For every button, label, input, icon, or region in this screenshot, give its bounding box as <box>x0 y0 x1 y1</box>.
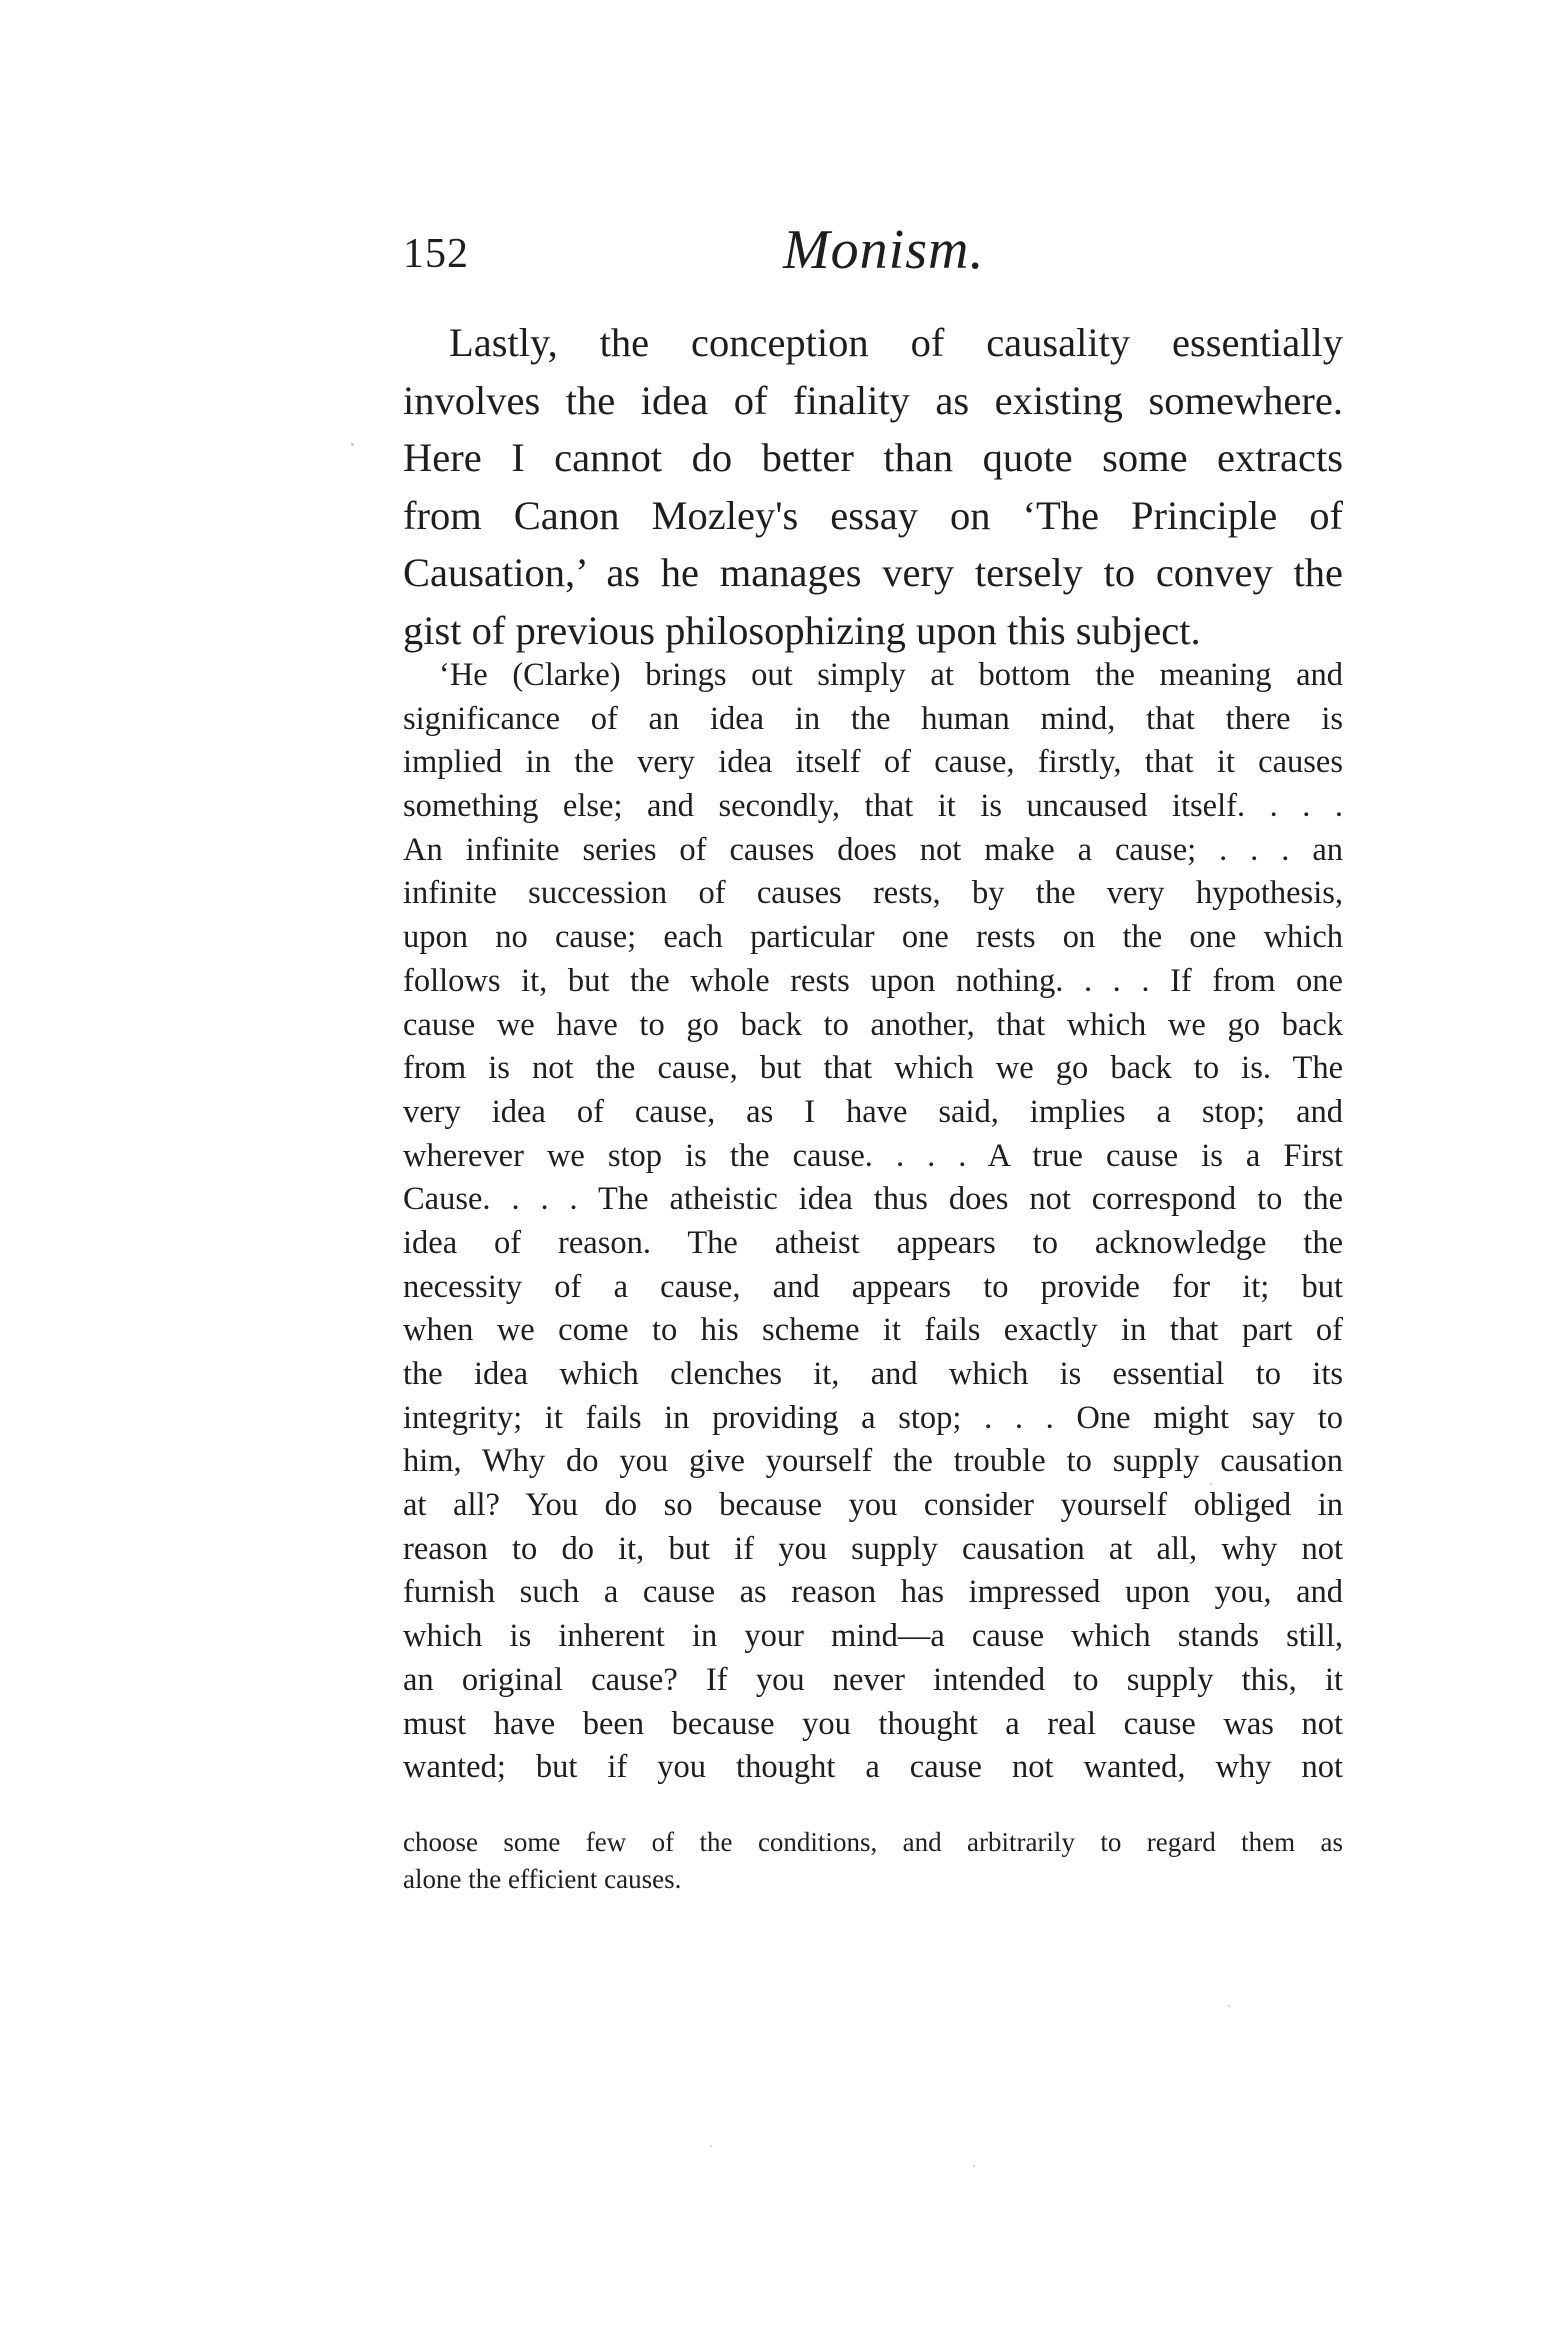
running-title: Monism. <box>783 219 985 281</box>
quotation-line: follows it, but the whole rests upon nothing. . . . If from one <box>403 962 1343 999</box>
paragraph-line: involves the idea of finality as existing somewhere. <box>403 377 1343 423</box>
quotation-line: at all? You do so because you consider yourself obliged in <box>403 1487 1343 1524</box>
quotation-line: the idea which clenches it, and which is essential to its <box>403 1356 1343 1392</box>
paper-speck <box>973 2165 975 2167</box>
quotation-line: integrity; it fails in providing a stop; . . . One might say to <box>403 1399 1343 1436</box>
quotation-line: which is inherent in your mind—a cause which stands still, <box>403 1618 1343 1655</box>
quotation-line: cause we have to go back to another, that which we go back <box>403 1006 1343 1043</box>
paper-speck <box>351 443 354 446</box>
quotation-line: An infinite series of causes does not make a cause; . . . an <box>403 831 1343 868</box>
quotation-line: Cause. . . . The atheistic idea thus does not correspond to the <box>403 1181 1343 1218</box>
page-header <box>403 218 1343 288</box>
quotation-line: when we come to his scheme it fails exactly in that part of <box>403 1312 1343 1349</box>
quotation-line: furnish such a cause as reason has impressed upon you, and <box>403 1574 1343 1611</box>
quotation-line: wherever we stop is the cause. . . . A true cause is a First <box>403 1137 1343 1174</box>
footnote-text <box>403 1824 1343 1898</box>
paragraph-line: Lastly, the conception of causality essentially <box>449 320 1343 365</box>
paper-speck <box>1210 1483 1212 1485</box>
quotation-line: from is not the cause, but that which we go back to is. The <box>403 1050 1343 1087</box>
quotation-line: implied in the very idea itself of cause, firstly, that it causes <box>403 744 1343 781</box>
paper-speck <box>710 2145 712 2147</box>
block-quotation <box>403 654 1343 1790</box>
quotation-line: significance of an idea in the human mind, that there is <box>403 700 1343 737</box>
quotation-line: must have been because you thought a real cause was not <box>403 1705 1343 1742</box>
quotation-line: ‘He (Clarke) brings out simply at bottom the meaning and <box>439 657 1343 693</box>
quotation-line: upon no cause; each particular one rests on the one which <box>403 919 1343 956</box>
main-paragraph <box>403 314 1343 659</box>
quotation-line: something else; and secondly, that it is uncaused itself. . . . <box>403 788 1343 825</box>
quotation-line: necessity of a cause, and appears to provide for it; but <box>403 1268 1343 1305</box>
quotation-line: reason to do it, but if you supply causation at all, why not <box>403 1530 1343 1567</box>
paragraph-line: from Canon Mozley's essay on ‘The Principle of <box>403 492 1343 538</box>
page-number: 152 <box>403 231 469 277</box>
paper-speck <box>1228 2005 1230 2007</box>
paragraph-line: Here I cannot do better than quote some extracts <box>403 435 1343 480</box>
quotation-line: idea of reason. The atheist appears to acknowledge the <box>403 1224 1343 1261</box>
quotation-line: wanted; but if you thought a cause not wanted, why not <box>403 1749 1343 1786</box>
paragraph-line: gist of previous philosophizing upon this subject. <box>403 607 1201 653</box>
paragraph-line: Causation,’ as he manages very tersely to convey the <box>403 550 1343 595</box>
quotation-line: an original cause? If you never intended to supply this, it <box>403 1661 1343 1698</box>
quotation-line: infinite succession of causes rests, by the very hypothesis, <box>403 875 1343 912</box>
footnote-line: choose some few of the conditions, and arbitrarily to regard them as <box>403 1827 1343 1857</box>
footnote-line: alone the efficient causes. <box>403 1864 682 1894</box>
quotation-line: very idea of cause, as I have said, implies a stop; and <box>403 1093 1343 1130</box>
quotation-line: him, Why do you give yourself the trouble to supply causation <box>403 1443 1343 1480</box>
